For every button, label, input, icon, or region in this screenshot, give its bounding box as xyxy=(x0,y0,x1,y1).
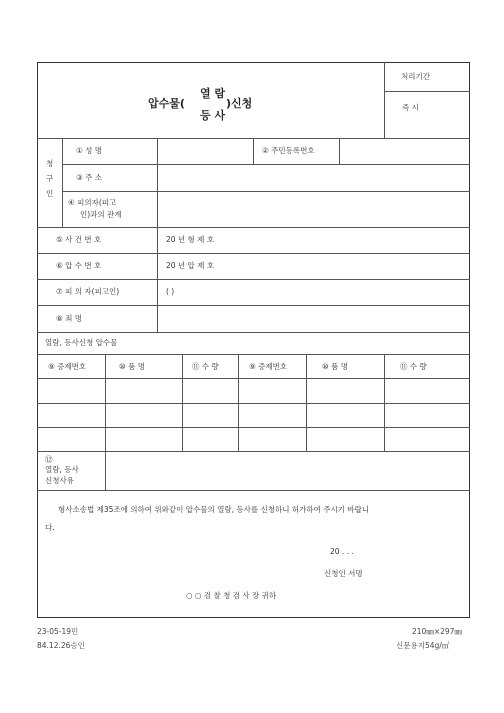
reason-field[interactable] xyxy=(106,452,469,489)
items-header-col-1: ⑨ 증제번호 xyxy=(48,362,87,371)
crime-label: ⑧ 죄 명 xyxy=(56,314,82,323)
case-line-4 xyxy=(37,332,470,333)
relation-field[interactable] xyxy=(158,192,469,226)
items-header-col-3: ⑪ 수 량 xyxy=(192,362,219,371)
form-title-bottom: 등 사 xyxy=(200,109,226,122)
table-row[interactable] xyxy=(38,428,469,450)
table-row[interactable] xyxy=(38,404,469,426)
seizure-number-value[interactable]: 20 년 압 제 호 xyxy=(166,261,215,270)
seizure-number-label: ⑥ 압 수 번 호 xyxy=(56,261,102,270)
relation-label-line-2: 인)과의 관계 xyxy=(80,210,122,219)
form-title-prefix: 압수물( xyxy=(148,97,185,110)
suspect-label: ⑦ 피 의 자(피고인) xyxy=(56,287,120,296)
name-label: ① 성 명 xyxy=(76,146,102,155)
statement-line-1: 형사소송법 제35조에 의하여 위와같이 압수물의 열람, 등사를 신청하니 허가하여 주시기 바랍니 xyxy=(58,505,370,514)
reason-label-line-2: 신청사유 xyxy=(45,476,74,485)
case-line-2 xyxy=(37,279,470,280)
form-title-suffix: )신청 xyxy=(226,97,253,110)
items-header-top-line xyxy=(37,354,470,355)
footer-form-number: 23-05-19민 xyxy=(37,627,79,636)
claimant-side-divider xyxy=(62,138,63,227)
items-section-label: 열람, 등사신청 압수물 xyxy=(45,338,118,347)
items-header-col-5: ⑩ 품 명 xyxy=(322,362,348,371)
rrn-field[interactable] xyxy=(340,139,469,163)
claimant-side-label-1: 청 xyxy=(46,159,54,168)
case-number-label: ⑤ 사 건 번 호 xyxy=(56,235,102,244)
rrn-label: ② 주민등록번호 xyxy=(262,146,315,155)
items-header-col-6: ⑪ 수 량 xyxy=(400,362,427,371)
rrn-left-divider xyxy=(253,138,254,164)
claimant-bottom-line xyxy=(37,227,470,228)
reason-label-line-1: 열람, 등사 xyxy=(45,465,79,474)
crime-field[interactable] xyxy=(158,306,469,331)
footer-paper-type: 신문용지54g/㎡ xyxy=(396,641,450,650)
name-field[interactable] xyxy=(158,139,252,163)
processing-period-label: 처리기간 xyxy=(401,72,430,81)
form-title-top: 열 람 xyxy=(200,87,226,100)
address-label: ③ 주 소 xyxy=(76,173,102,182)
header-divider xyxy=(384,62,385,138)
reason-number: ⑫ xyxy=(45,455,53,464)
header-processing-divider xyxy=(384,91,470,92)
addressee: ○ ○ 검 찰 청 검 사 장 귀하 xyxy=(186,591,277,600)
statement-line-2: 다. xyxy=(45,523,55,532)
case-line-1 xyxy=(37,253,470,254)
applicant-signature-line[interactable]: 신청인 서명 xyxy=(324,569,363,578)
table-row[interactable] xyxy=(38,379,469,402)
reason-bottom-line xyxy=(37,490,470,491)
footer-paper-size: 210㎜×297㎜ xyxy=(412,627,462,636)
suspect-value[interactable]: ( ) xyxy=(166,287,175,296)
address-field[interactable] xyxy=(158,165,469,190)
claimant-side-label-2: 구 xyxy=(46,174,54,183)
case-number-value[interactable]: 20 년 형 제 호 xyxy=(166,235,215,244)
items-header-col-4: ⑨ 증제번호 xyxy=(249,362,288,371)
items-header-col-2: ⑩ 품 명 xyxy=(119,362,145,371)
footer-approval: 84.12.26승인 xyxy=(37,641,85,650)
claimant-side-label-3: 인 xyxy=(46,189,54,198)
statement-date[interactable]: 20 . . . xyxy=(330,547,354,556)
relation-label-line-1: ④ 피의자(피고 xyxy=(68,198,117,207)
processing-period-value: 즉 시 xyxy=(402,103,419,112)
